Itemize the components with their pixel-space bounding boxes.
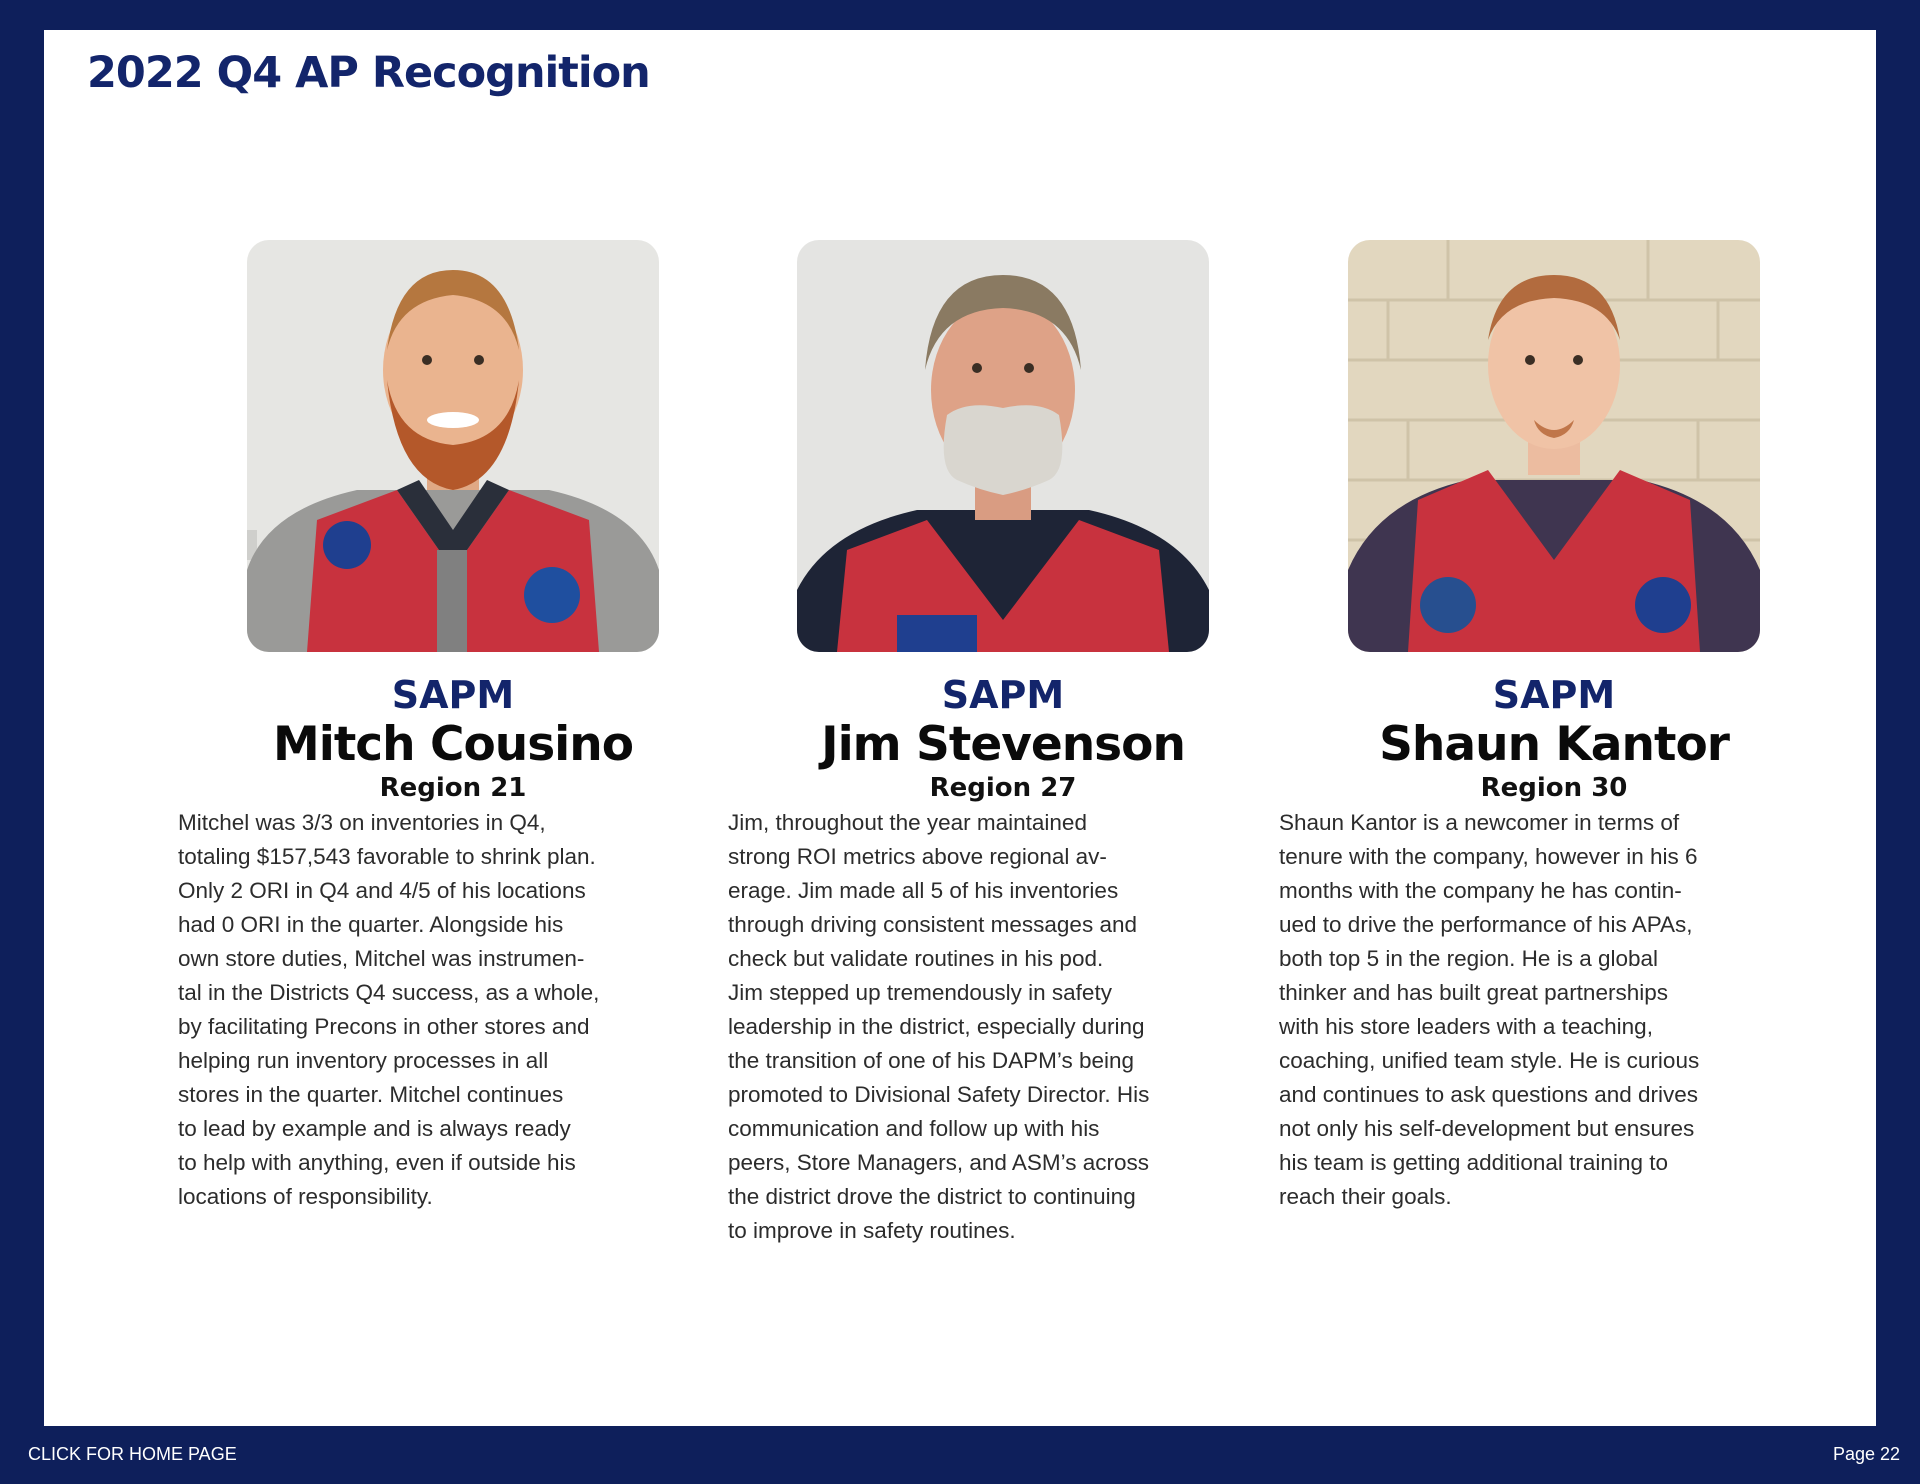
bio-line: the district drove the district to continuing xyxy=(728,1184,1136,1209)
bio-line: and continues to ask questions and drives xyxy=(1279,1082,1699,1107)
bio-line: locations of responsibility. xyxy=(178,1184,433,1209)
bio-line: own store duties, Mitchel was instrumen- xyxy=(178,946,585,971)
page-title: 2022 Q4 AP Recognition xyxy=(87,48,650,98)
role-title: SAPM xyxy=(941,673,1065,717)
bio-line: Jim stepped up tremendously in safety xyxy=(728,980,1112,1005)
home-page-link[interactable]: CLICK FOR HOME PAGE xyxy=(28,1444,237,1464)
bio-line: to help with anything, even if outside his xyxy=(178,1150,576,1175)
bio-line: Mitchel was 3/3 on inventories in Q4, xyxy=(178,810,546,835)
bio-line: Shaun Kantor is a newcomer in terms of xyxy=(1279,810,1680,835)
bio-line: strong ROI metrics above regional av- xyxy=(728,844,1107,869)
bio-line: months with the company he has contin- xyxy=(1279,878,1682,903)
bio-line: had 0 ORI in the quarter. Alongside his xyxy=(178,912,564,937)
bio-line: promoted to Divisional Safety Director. His xyxy=(728,1082,1150,1107)
bio-line: leadership in the district, especially during xyxy=(728,1014,1145,1039)
bio-line: communication and follow up with his xyxy=(728,1116,1100,1141)
bio-line: tal in the Districts Q4 success, as a whole, xyxy=(178,980,600,1005)
bio-line: both top 5 in the region. He is a global xyxy=(1279,946,1659,971)
bio-line: by facilitating Precons in other stores and xyxy=(178,1014,590,1039)
bio-line: through driving consistent messages and xyxy=(728,912,1137,937)
page-frame xyxy=(44,30,1876,1426)
role-title: SAPM xyxy=(1492,673,1616,717)
role-title: SAPM xyxy=(391,673,515,717)
portrait-photo xyxy=(797,240,1209,652)
region-label: Region 21 xyxy=(379,773,527,803)
recognition-card xyxy=(728,240,1278,1248)
bio-line: with his store leaders with a teaching, xyxy=(1279,1014,1653,1039)
page-number: Page 22 xyxy=(1832,1444,1900,1464)
bio-line: totaling $157,543 favorable to shrink plan. xyxy=(178,844,596,869)
portrait-photo xyxy=(1348,240,1760,652)
portrait-photo xyxy=(247,240,659,652)
person-name: Shaun Kantor xyxy=(1379,717,1729,772)
bio-line: stores in the quarter. Mitchel continues xyxy=(178,1082,564,1107)
bio-line: check but validate routines in his pod. xyxy=(728,946,1104,971)
bio-line: Jim, throughout the year maintained xyxy=(728,810,1087,835)
recognition-card xyxy=(1279,240,1829,1214)
bio-line: reach their goals. xyxy=(1279,1184,1452,1209)
bio-line: tenure with the company, however in his 6 xyxy=(1279,844,1698,869)
bio-line: helping run inventory processes in all xyxy=(178,1048,549,1073)
bio-line: peers, Store Managers, and ASM’s across xyxy=(728,1150,1150,1175)
bio-text xyxy=(728,806,1228,1248)
bio-line: erage. Jim made all 5 of his inventories xyxy=(728,878,1119,903)
bio-line: the transition of one of his DAPM’s being xyxy=(728,1048,1135,1073)
bio-line: ued to drive the performance of his APAs, xyxy=(1279,912,1693,937)
bio-text xyxy=(1279,806,1779,1214)
bio-line: coaching, unified team style. He is curious xyxy=(1279,1048,1700,1073)
bio-line: his team is getting additional training to xyxy=(1279,1150,1668,1175)
bio-line: to lead by example and is always ready xyxy=(178,1116,571,1141)
bio-line: not only his self-development but ensures xyxy=(1279,1116,1695,1141)
bio-line: to improve in safety routines. xyxy=(728,1218,1016,1243)
bio-text xyxy=(178,806,678,1214)
bio-line: Only 2 ORI in Q4 and 4/5 of his locations xyxy=(178,878,586,903)
person-name: Jim Stevenson xyxy=(821,717,1185,772)
bio-line: thinker and has built great partnerships xyxy=(1279,980,1668,1005)
region-label: Region 27 xyxy=(929,773,1077,803)
person-name: Mitch Cousino xyxy=(272,717,634,772)
recognition-card xyxy=(178,240,728,1214)
region-label: Region 30 xyxy=(1480,773,1628,803)
